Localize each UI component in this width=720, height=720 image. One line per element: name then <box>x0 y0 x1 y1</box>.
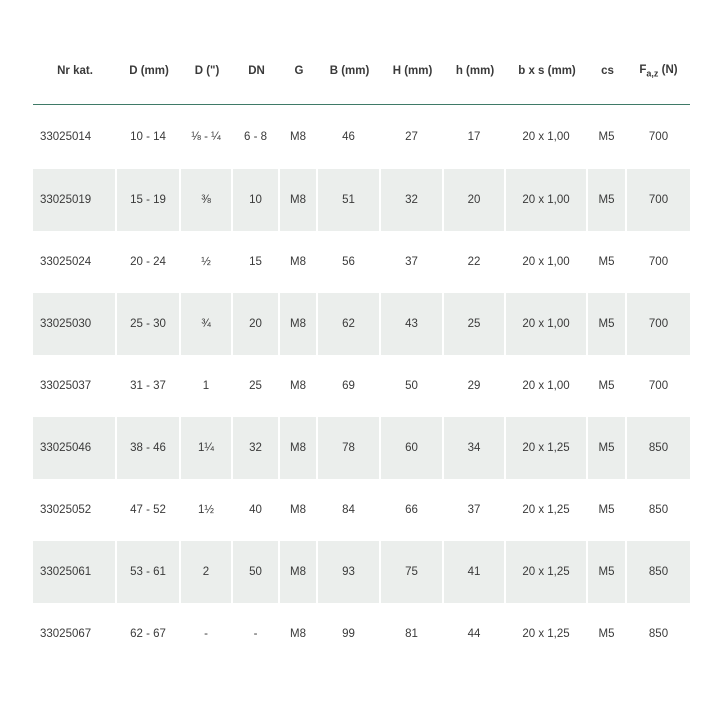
cell-H-mm: 43 <box>381 293 444 355</box>
cell-force-faz: 700 <box>648 131 669 143</box>
cell-H-mm: 32 <box>381 169 444 231</box>
cell-force-faz: 850 <box>648 504 669 516</box>
cell-cs: M5 <box>588 169 627 231</box>
header-cs: cs <box>588 38 627 105</box>
cell-diameter-mm: 20 - 24 <box>117 231 181 293</box>
cell-g: M8 <box>280 293 318 355</box>
cell-force-faz: 700 <box>648 256 669 268</box>
header-catalog-number: Nr kat. <box>33 38 117 105</box>
cell-b-x-s-mm: 20 x 1,25 <box>506 603 588 665</box>
cell-diameter-inch: 2 <box>181 541 233 603</box>
cell-dn: 32 <box>233 417 280 479</box>
header-force-unit: (N) <box>658 63 678 76</box>
cell-b-mm: 46 <box>318 105 381 169</box>
header-diameter-mm: D (mm) <box>117 38 181 105</box>
table-body <box>33 105 690 665</box>
cell-dn: 10 <box>233 169 280 231</box>
cell-diameter-mm: 25 - 30 <box>117 293 181 355</box>
cell-cs: M5 <box>588 355 627 417</box>
header-b-x-s-mm: b x s (mm) <box>506 38 588 105</box>
cell-g: M8 <box>280 541 318 603</box>
header-dn: DN <box>233 38 280 105</box>
cell-cs: M5 <box>588 293 627 355</box>
cell-catalog-number: 33025030 <box>33 293 117 355</box>
table-row <box>33 479 690 541</box>
cell-H-mm: 37 <box>381 231 444 293</box>
cell-h-mm: 29 <box>444 355 506 417</box>
cell-b-x-s-mm: 20 x 1,00 <box>506 355 588 417</box>
cell-b-x-s-mm: 20 x 1,00 <box>506 169 588 231</box>
cell-h-mm: 20 <box>444 169 506 231</box>
cell-dn: 20 <box>233 293 280 355</box>
cell-dn: 25 <box>233 355 280 417</box>
cell-diameter-mm: 10 - 14 <box>117 105 181 169</box>
cell-cs: M5 <box>588 603 627 665</box>
cell-H-mm: 81 <box>381 603 444 665</box>
cell-catalog-number: 33025037 <box>33 355 117 417</box>
cell-g: M8 <box>280 105 318 169</box>
cell-b-mm: 84 <box>318 479 381 541</box>
cell-diameter-mm: 53 - 61 <box>117 541 181 603</box>
cell-diameter-inch: ½ <box>181 231 233 293</box>
table-row <box>33 293 690 355</box>
cell-diameter-inch: ⅛ - ¼ <box>181 105 233 169</box>
cell-b-x-s-mm: 20 x 1,00 <box>506 293 588 355</box>
cell-dn: 40 <box>233 479 280 541</box>
cell-h-mm: 17 <box>444 105 506 169</box>
product-spec-table-container <box>33 38 690 665</box>
cell-h-mm: 44 <box>444 603 506 665</box>
cell-catalog-number: 33025061 <box>33 541 117 603</box>
table-row <box>33 603 690 665</box>
cell-force-faz: 850 <box>648 628 669 640</box>
cell-diameter-inch: - <box>181 603 233 665</box>
cell-force-faz: 700 <box>627 169 690 231</box>
cell-g: M8 <box>280 169 318 231</box>
cell-cs: M5 <box>588 231 627 293</box>
cell-catalog-number: 33025019 <box>33 169 117 231</box>
cell-H-mm: 50 <box>381 355 444 417</box>
header-force-faz <box>627 38 690 105</box>
header-row <box>33 38 690 105</box>
cell-b-mm: 78 <box>318 417 381 479</box>
cell-catalog-number: 33025046 <box>33 417 117 479</box>
cell-g: M8 <box>280 603 318 665</box>
cell-diameter-mm: 38 - 46 <box>117 417 181 479</box>
cell-diameter-mm: 47 - 52 <box>117 479 181 541</box>
table-header <box>33 38 690 105</box>
cell-b-mm: 69 <box>318 355 381 417</box>
cell-g: M8 <box>280 479 318 541</box>
header-b-mm: B (mm) <box>318 38 381 105</box>
table-row <box>33 417 690 479</box>
cell-b-mm: 56 <box>318 231 381 293</box>
cell-diameter-mm: 31 - 37 <box>117 355 181 417</box>
cell-h-mm: 25 <box>444 293 506 355</box>
cell-b-x-s-mm: 20 x 1,25 <box>506 479 588 541</box>
cell-catalog-number: 33025052 <box>33 479 117 541</box>
cell-h-mm: 37 <box>444 479 506 541</box>
table-row <box>33 355 690 417</box>
cell-b-x-s-mm: 20 x 1,00 <box>506 231 588 293</box>
cell-diameter-mm: 15 - 19 <box>117 169 181 231</box>
header-force-symbol: F <box>639 63 647 76</box>
cell-h-mm: 34 <box>444 417 506 479</box>
table-row <box>33 105 690 169</box>
table-row <box>33 231 690 293</box>
cell-catalog-number: 33025024 <box>33 231 117 293</box>
cell-diameter-inch: 1½ <box>181 479 233 541</box>
cell-catalog-number: 33025014 <box>33 105 117 169</box>
cell-H-mm: 27 <box>381 105 444 169</box>
cell-H-mm: 66 <box>381 479 444 541</box>
table-row <box>33 169 690 231</box>
cell-force-faz: 850 <box>627 541 690 603</box>
cell-H-mm: 60 <box>381 417 444 479</box>
cell-diameter-inch: 1¼ <box>181 417 233 479</box>
cell-b-x-s-mm: 20 x 1,00 <box>506 105 588 169</box>
cell-catalog-number: 33025067 <box>33 603 117 665</box>
cell-b-mm: 62 <box>318 293 381 355</box>
cell-b-x-s-mm: 20 x 1,25 <box>506 417 588 479</box>
cell-cs: M5 <box>588 105 627 169</box>
cell-diameter-mm: 62 - 67 <box>117 603 181 665</box>
cell-g: M8 <box>280 355 318 417</box>
cell-force-faz: 700 <box>648 380 669 392</box>
cell-diameter-inch: ¾ <box>181 293 233 355</box>
cell-h-mm: 22 <box>444 231 506 293</box>
cell-b-mm: 51 <box>318 169 381 231</box>
cell-g: M8 <box>280 417 318 479</box>
cell-cs: M5 <box>588 479 627 541</box>
cell-force-faz: 700 <box>627 293 690 355</box>
cell-b-mm: 93 <box>318 541 381 603</box>
cell-dn: 6 - 8 <box>233 105 280 169</box>
cell-dn: - <box>233 603 280 665</box>
header-diameter-inch: D (") <box>181 38 233 105</box>
cell-H-mm: 75 <box>381 541 444 603</box>
table-row <box>33 541 690 603</box>
header-H-mm: H (mm) <box>381 38 444 105</box>
cell-cs: M5 <box>588 541 627 603</box>
header-g: G <box>280 38 318 105</box>
cell-force-faz: 850 <box>627 417 690 479</box>
header-force-subscript: a,z <box>646 68 659 79</box>
product-spec-table <box>33 38 690 665</box>
cell-diameter-inch: ⅜ <box>181 169 233 231</box>
header-h-mm: h (mm) <box>444 38 506 105</box>
cell-diameter-inch: 1 <box>181 355 233 417</box>
cell-g: M8 <box>280 231 318 293</box>
cell-b-x-s-mm: 20 x 1,25 <box>506 541 588 603</box>
cell-dn: 15 <box>233 231 280 293</box>
cell-h-mm: 41 <box>444 541 506 603</box>
cell-cs: M5 <box>588 417 627 479</box>
cell-dn: 50 <box>233 541 280 603</box>
cell-b-mm: 99 <box>318 603 381 665</box>
